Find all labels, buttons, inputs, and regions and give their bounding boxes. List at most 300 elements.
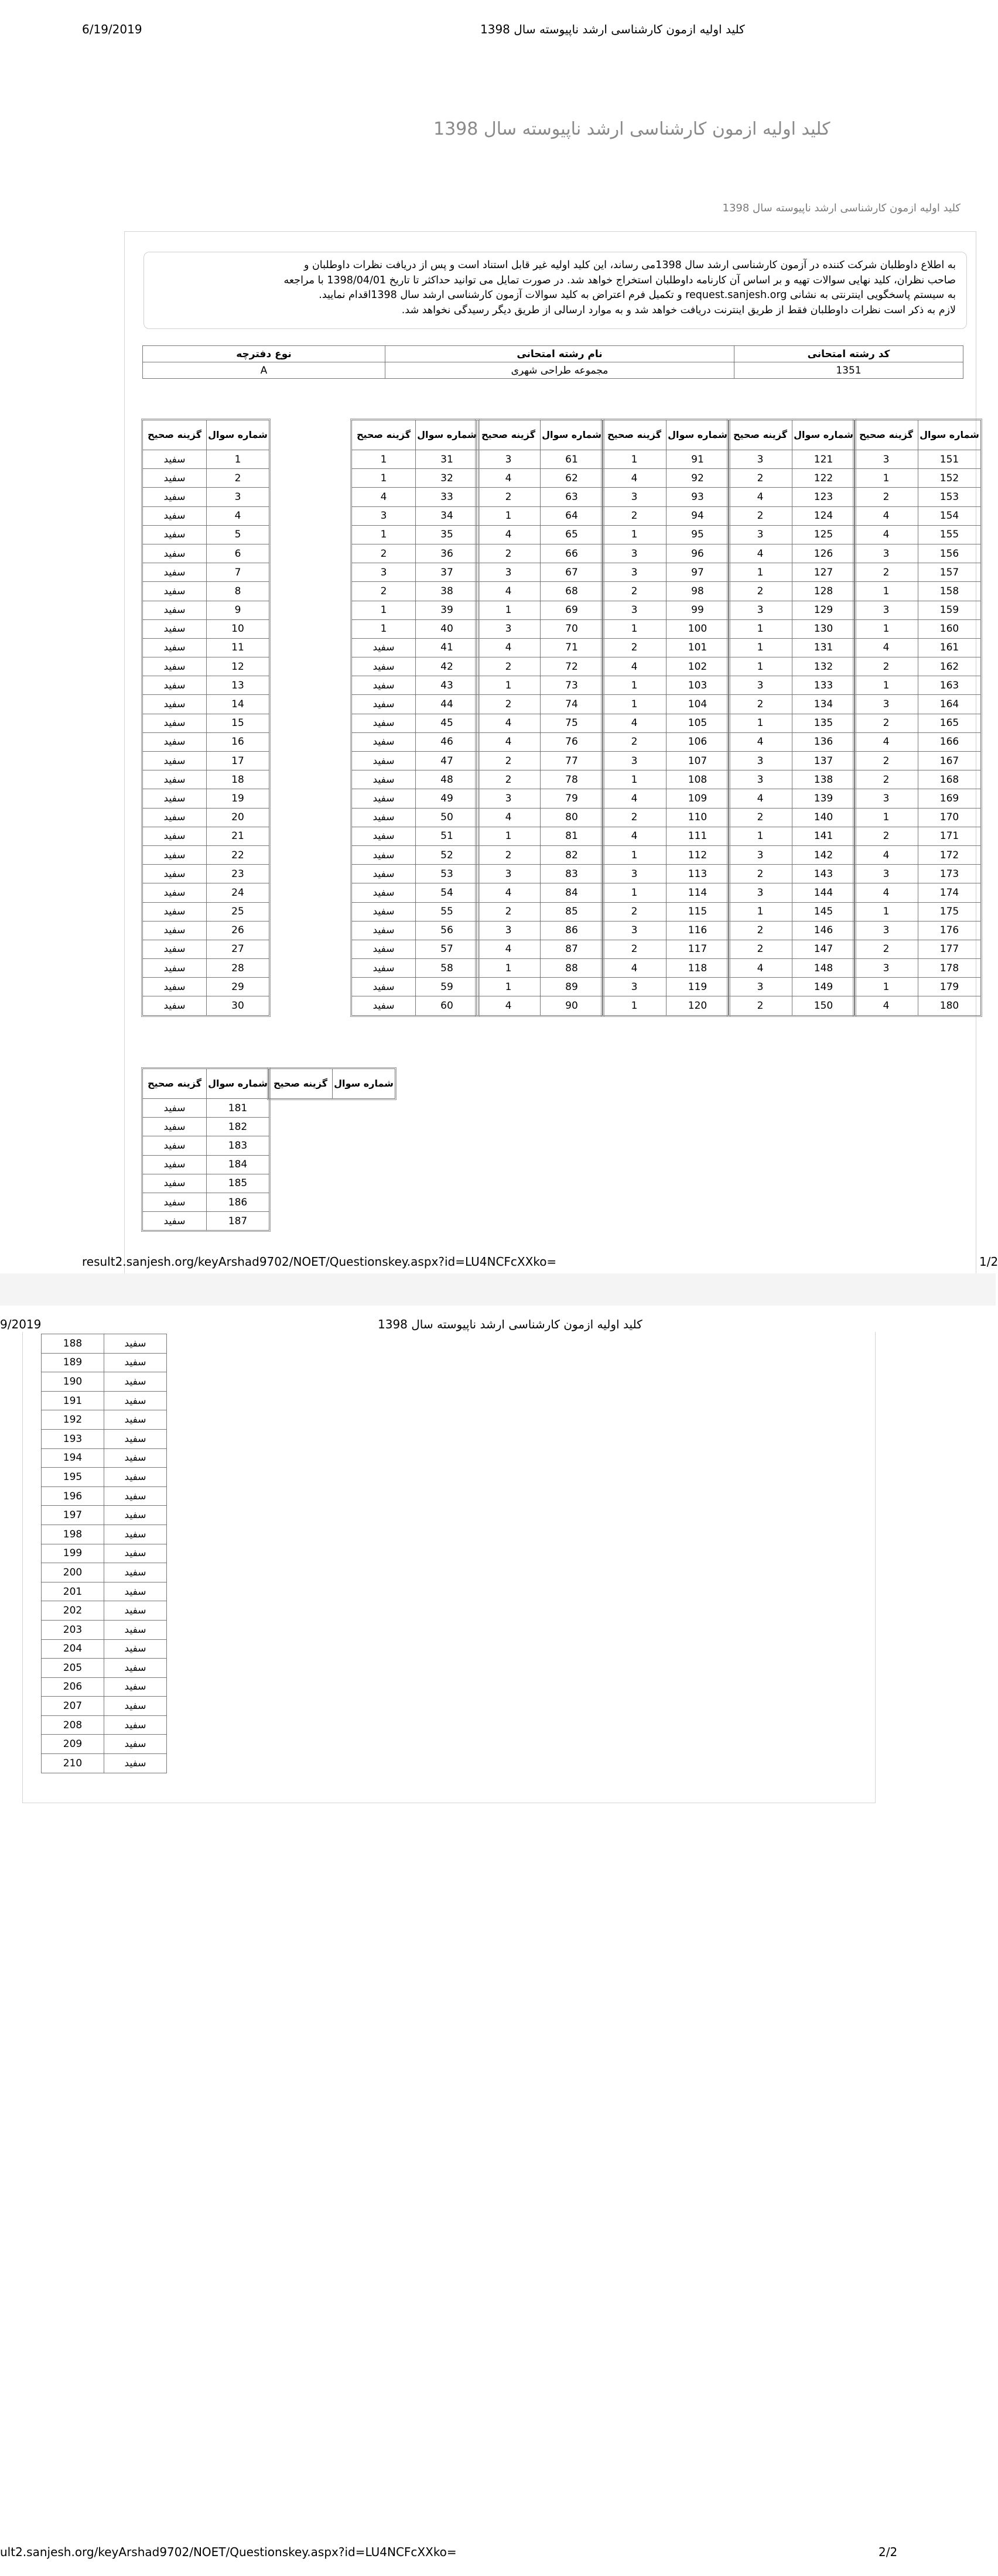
correct-answer: سفید — [143, 1136, 207, 1155]
question-number: 150 — [792, 996, 855, 1015]
question-number: 4 — [207, 506, 269, 525]
question-number: 83 — [541, 865, 603, 883]
table-row — [855, 752, 981, 770]
question-number: 155 — [918, 525, 981, 544]
question-number: 188 — [42, 1334, 104, 1354]
question-number: 148 — [792, 959, 855, 978]
question-number: 162 — [918, 657, 981, 676]
header-booklet-type: نوع دفترچه — [143, 346, 385, 362]
question-number: 68 — [541, 582, 603, 601]
table-row — [352, 996, 479, 1015]
table-row — [729, 450, 855, 469]
correct-answer: 1 — [352, 450, 416, 469]
table-row — [603, 506, 729, 525]
table-row — [729, 865, 855, 883]
correct-answer: سفید — [352, 978, 416, 996]
table-row — [352, 450, 479, 469]
table-row — [352, 902, 479, 921]
answer-group-91 — [602, 420, 729, 1016]
correct-answer: سفید — [143, 506, 207, 525]
table-row — [729, 469, 855, 488]
question-number: 203 — [42, 1620, 104, 1639]
question-number: 163 — [918, 676, 981, 695]
correct-answer: 4 — [603, 469, 667, 488]
table-row — [855, 601, 981, 619]
table-row — [729, 921, 855, 940]
print-date-page2: 9/2019 — [0, 1317, 42, 1331]
question-number: 106 — [667, 732, 729, 751]
correct-answer: 3 — [729, 978, 792, 996]
question-number: 189 — [42, 1353, 104, 1372]
correct-answer: سفید — [104, 1486, 167, 1506]
table-row — [143, 469, 269, 488]
table-row — [143, 1193, 269, 1211]
question-number: 147 — [792, 940, 855, 958]
question-number: 40 — [416, 619, 479, 638]
correct-answer: 1 — [477, 959, 541, 978]
correct-answer: سفید — [352, 808, 416, 827]
question-number: 134 — [792, 695, 855, 714]
table-row — [855, 676, 981, 695]
question-number: 56 — [416, 921, 479, 940]
correct-answer: سفید — [143, 488, 207, 506]
question-number: 63 — [541, 488, 603, 506]
question-number: 11 — [207, 638, 269, 657]
question-number: 108 — [667, 770, 729, 789]
correct-answer: سفید — [352, 676, 416, 695]
correct-answer: 4 — [477, 525, 541, 544]
table-row — [352, 563, 479, 582]
question-number: 200 — [42, 1563, 104, 1582]
question-number: 197 — [42, 1506, 104, 1525]
correct-answer: سفید — [143, 827, 207, 845]
question-number: 121 — [792, 450, 855, 469]
correct-answer: 4 — [729, 959, 792, 978]
table-row — [352, 582, 479, 601]
correct-answer: سفید — [104, 1334, 167, 1354]
question-number: 69 — [541, 601, 603, 619]
table-row — [603, 752, 729, 770]
table-row — [352, 506, 479, 525]
question-number: 137 — [792, 752, 855, 770]
question-number: 9 — [207, 601, 269, 619]
table-row — [143, 544, 269, 563]
question-number: 78 — [541, 770, 603, 789]
table-row — [143, 506, 269, 525]
question-number: 129 — [792, 601, 855, 619]
page-number: 1/2 — [979, 1255, 998, 1269]
question-number: 204 — [42, 1639, 104, 1659]
num-header: شماره سوال — [667, 420, 729, 450]
correct-answer: 1 — [603, 525, 667, 544]
table-row — [729, 657, 855, 676]
table-row — [603, 544, 729, 563]
question-number: 111 — [667, 827, 729, 845]
question-number: 3 — [207, 488, 269, 506]
table-row — [603, 714, 729, 732]
table-row — [352, 845, 479, 864]
correct-answer: 4 — [477, 714, 541, 732]
table-row — [143, 940, 269, 958]
table-row — [352, 827, 479, 845]
question-number: 132 — [792, 657, 855, 676]
table-row — [603, 619, 729, 638]
question-number: 52 — [416, 845, 479, 864]
correct-answer: 1 — [729, 827, 792, 845]
table-row — [143, 488, 269, 506]
question-number: 185 — [207, 1174, 269, 1193]
correct-answer: 3 — [603, 563, 667, 582]
question-number: 67 — [541, 563, 603, 582]
correct-answer: سفید — [352, 827, 416, 845]
table-row — [729, 506, 855, 525]
question-number: 105 — [667, 714, 729, 732]
correct-answer: 2 — [477, 902, 541, 921]
table-row — [42, 1525, 167, 1544]
table-row — [352, 940, 479, 958]
question-number: 146 — [792, 921, 855, 940]
table-row — [855, 506, 981, 525]
correct-answer: 2 — [603, 940, 667, 958]
question-number: 175 — [918, 902, 981, 921]
correct-answer: 2 — [855, 714, 918, 732]
correct-answer: 2 — [729, 865, 792, 883]
question-number: 156 — [918, 544, 981, 563]
table-row — [729, 601, 855, 619]
question-number: 70 — [541, 619, 603, 638]
correct-answer: 2 — [603, 506, 667, 525]
table-row — [477, 714, 603, 732]
answer-group-empty — [268, 1068, 395, 1099]
correct-answer: 2 — [729, 695, 792, 714]
table-row — [729, 940, 855, 958]
question-number: 118 — [667, 959, 729, 978]
table-row — [42, 1353, 167, 1372]
question-number: 154 — [918, 506, 981, 525]
question-number: 88 — [541, 959, 603, 978]
table-row — [729, 845, 855, 864]
table-row — [477, 638, 603, 657]
answer-group-61 — [476, 420, 603, 1016]
table-row — [42, 1486, 167, 1506]
correct-answer: 1 — [855, 902, 918, 921]
correct-answer: سفید — [143, 469, 207, 488]
question-number: 101 — [667, 638, 729, 657]
table-row — [729, 732, 855, 751]
table-row — [855, 563, 981, 582]
table-row — [42, 1448, 167, 1468]
correct-answer: 4 — [477, 582, 541, 601]
table-row — [477, 752, 603, 770]
table-row — [42, 1620, 167, 1639]
table-row — [855, 770, 981, 789]
question-number: 53 — [416, 865, 479, 883]
question-number: 176 — [918, 921, 981, 940]
table-row — [477, 525, 603, 544]
question-number: 104 — [667, 695, 729, 714]
table-row — [143, 1155, 269, 1174]
correct-answer: 3 — [603, 752, 667, 770]
question-number: 21 — [207, 827, 269, 845]
question-number: 16 — [207, 732, 269, 751]
question-number: 46 — [416, 732, 479, 751]
correct-answer: 3 — [603, 921, 667, 940]
question-number: 169 — [918, 789, 981, 808]
table-row — [477, 506, 603, 525]
answer-group-121 — [728, 420, 855, 1016]
correct-answer: سفید — [143, 619, 207, 638]
correct-answer: سفید — [352, 902, 416, 921]
correct-answer: 1 — [855, 619, 918, 638]
correct-answer: 2 — [603, 808, 667, 827]
correct-answer: 4 — [603, 789, 667, 808]
correct-answer: سفید — [143, 940, 207, 958]
answer-group-181-cont — [41, 1334, 167, 1773]
table-row — [477, 582, 603, 601]
correct-answer: سفید — [352, 657, 416, 676]
table-row — [42, 1506, 167, 1525]
table-row — [42, 1735, 167, 1754]
question-number: 115 — [667, 902, 729, 921]
correct-answer: 3 — [855, 695, 918, 714]
question-number: 183 — [207, 1136, 269, 1155]
correct-answer: 2 — [729, 506, 792, 525]
table-row — [42, 1582, 167, 1601]
table-row — [143, 770, 269, 789]
table-row — [42, 1391, 167, 1410]
table-row — [729, 959, 855, 978]
table-row — [603, 563, 729, 582]
correct-answer: 2 — [855, 657, 918, 676]
question-number: 131 — [792, 638, 855, 657]
correct-answer: سفید — [104, 1715, 167, 1735]
table-row — [729, 695, 855, 714]
table-row — [143, 921, 269, 940]
correct-answer: 4 — [477, 638, 541, 657]
correct-answer: 1 — [352, 601, 416, 619]
correct-answer: 3 — [603, 488, 667, 506]
question-number: 60 — [416, 996, 479, 1015]
question-number: 73 — [541, 676, 603, 695]
question-number: 94 — [667, 506, 729, 525]
table-row — [477, 770, 603, 789]
num-header: شماره سوال — [792, 420, 855, 450]
table-row — [143, 865, 269, 883]
correct-answer: سفید — [104, 1468, 167, 1487]
table-row — [603, 469, 729, 488]
table-row — [603, 921, 729, 940]
question-number: 100 — [667, 619, 729, 638]
question-number: 84 — [541, 883, 603, 902]
table-row — [729, 883, 855, 902]
table-row — [352, 676, 479, 695]
table-row — [477, 940, 603, 958]
table-row — [42, 1715, 167, 1735]
footer-url-page2[interactable]: ult2.sanjesh.org/keyArshad9702/NOET/Questionskey.aspx?id=LU4NCFcXXko= — [0, 2545, 457, 2559]
table-row — [477, 808, 603, 827]
correct-answer: سفید — [143, 996, 207, 1015]
correct-answer: 1 — [603, 845, 667, 864]
question-number: 12 — [207, 657, 269, 676]
table-row — [477, 676, 603, 695]
print-header-title: کلید اولیه ازمون کارشناسی ارشد ناپیوسته سال 1398 — [480, 22, 745, 36]
question-number: 125 — [792, 525, 855, 544]
table-row — [42, 1372, 167, 1392]
question-number: 26 — [207, 921, 269, 940]
footer-url[interactable]: result2.sanjesh.org/keyArshad9702/NOET/Questionskey.aspx?id=LU4NCFcXXko= — [82, 1255, 557, 1269]
correct-answer: 3 — [352, 563, 416, 582]
table-row — [855, 695, 981, 714]
correct-answer: سفید — [143, 1099, 207, 1118]
correct-answer: سفید — [143, 1193, 207, 1211]
correct-answer: سفید — [104, 1525, 167, 1544]
table-row — [477, 657, 603, 676]
question-number: 165 — [918, 714, 981, 732]
correct-answer: سفید — [143, 865, 207, 883]
table-row — [352, 525, 479, 544]
question-number: 135 — [792, 714, 855, 732]
correct-answer: 3 — [729, 450, 792, 469]
question-number: 143 — [792, 865, 855, 883]
table-row — [603, 940, 729, 958]
question-number: 87 — [541, 940, 603, 958]
correct-answer: سفید — [143, 1118, 207, 1136]
correct-answer: 1 — [603, 883, 667, 902]
correct-answer: 3 — [729, 752, 792, 770]
table-row — [855, 789, 981, 808]
question-number: 8 — [207, 582, 269, 601]
question-number: 37 — [416, 563, 479, 582]
correct-answer: 1 — [729, 638, 792, 657]
question-number: 82 — [541, 845, 603, 864]
question-number: 112 — [667, 845, 729, 864]
question-number: 29 — [207, 978, 269, 996]
question-number: 158 — [918, 582, 981, 601]
question-number: 65 — [541, 525, 603, 544]
question-number: 145 — [792, 902, 855, 921]
table-row — [352, 883, 479, 902]
correct-answer: 3 — [603, 865, 667, 883]
table-row — [855, 959, 981, 978]
table-row — [477, 865, 603, 883]
correct-answer: سفید — [352, 789, 416, 808]
correct-answer: سفید — [143, 657, 207, 676]
question-number: 57 — [416, 940, 479, 958]
correct-answer: 4 — [603, 714, 667, 732]
question-number: 20 — [207, 808, 269, 827]
table-row — [143, 657, 269, 676]
correct-answer: 1 — [603, 450, 667, 469]
question-number: 166 — [918, 732, 981, 751]
correct-answer: سفید — [104, 1620, 167, 1639]
table-row — [42, 1754, 167, 1773]
question-number: 140 — [792, 808, 855, 827]
notice-line: صاحب نظران، کلید نهایی سوالات تهیه و بر اساس آن کارنامه داوطلبان استخراج خواهد شد. در صورت تمایل می توانید حداکثر تا تاریخ 1398/04/01 با مراجعه — [283, 274, 956, 286]
question-number: 44 — [416, 695, 479, 714]
answer-group-1 — [142, 420, 269, 1016]
question-number: 114 — [667, 883, 729, 902]
question-number: 31 — [416, 450, 479, 469]
question-number: 98 — [667, 582, 729, 601]
correct-answer: 4 — [729, 544, 792, 563]
question-number: 45 — [416, 714, 479, 732]
table-row — [603, 789, 729, 808]
correct-answer: 2 — [855, 827, 918, 845]
correct-answer: 4 — [855, 525, 918, 544]
table-row — [729, 996, 855, 1015]
table-row — [352, 544, 479, 563]
table-row — [477, 695, 603, 714]
table-row — [603, 638, 729, 657]
table-row — [352, 601, 479, 619]
question-number: 180 — [918, 996, 981, 1015]
question-number: 99 — [667, 601, 729, 619]
question-number: 119 — [667, 978, 729, 996]
table-row — [729, 488, 855, 506]
num-header: شماره سوال — [541, 420, 603, 450]
correct-answer: 1 — [477, 827, 541, 845]
table-row — [42, 1544, 167, 1563]
correct-answer: 2 — [855, 770, 918, 789]
question-number: 201 — [42, 1582, 104, 1601]
table-row — [603, 978, 729, 996]
correct-answer: سفید — [104, 1372, 167, 1392]
correct-answer: 3 — [729, 883, 792, 902]
question-number: 41 — [416, 638, 479, 657]
table-row — [143, 525, 269, 544]
question-number: 22 — [207, 845, 269, 864]
ans-header: گزینه صحیح — [269, 1069, 333, 1099]
correct-answer: 3 — [729, 525, 792, 544]
table-row — [477, 959, 603, 978]
correct-answer: 1 — [352, 525, 416, 544]
table-row — [143, 827, 269, 845]
correct-answer: 1 — [603, 695, 667, 714]
correct-answer: سفید — [143, 732, 207, 751]
question-number: 126 — [792, 544, 855, 563]
correct-answer: سفید — [352, 845, 416, 864]
correct-answer: 3 — [855, 959, 918, 978]
table-row — [143, 808, 269, 827]
correct-answer: سفید — [143, 921, 207, 940]
table-row — [603, 525, 729, 544]
correct-answer: سفید — [143, 676, 207, 695]
question-number: 120 — [667, 996, 729, 1015]
table-row — [729, 808, 855, 827]
correct-answer: 2 — [477, 770, 541, 789]
table-row — [729, 582, 855, 601]
correct-answer: 1 — [603, 676, 667, 695]
correct-answer: سفید — [352, 638, 416, 657]
correct-answer: 2 — [603, 582, 667, 601]
table-row — [855, 865, 981, 883]
question-number: 172 — [918, 845, 981, 864]
table-row — [42, 1639, 167, 1659]
question-number: 128 — [792, 582, 855, 601]
question-number: 160 — [918, 619, 981, 638]
question-number: 109 — [667, 789, 729, 808]
question-number: 55 — [416, 902, 479, 921]
table-row — [729, 789, 855, 808]
table-row — [143, 695, 269, 714]
question-number: 50 — [416, 808, 479, 827]
table-row — [729, 676, 855, 695]
question-number: 177 — [918, 940, 981, 958]
correct-answer: سفید — [352, 770, 416, 789]
correct-answer: 1 — [477, 676, 541, 695]
table-row — [352, 770, 479, 789]
table-row — [855, 657, 981, 676]
